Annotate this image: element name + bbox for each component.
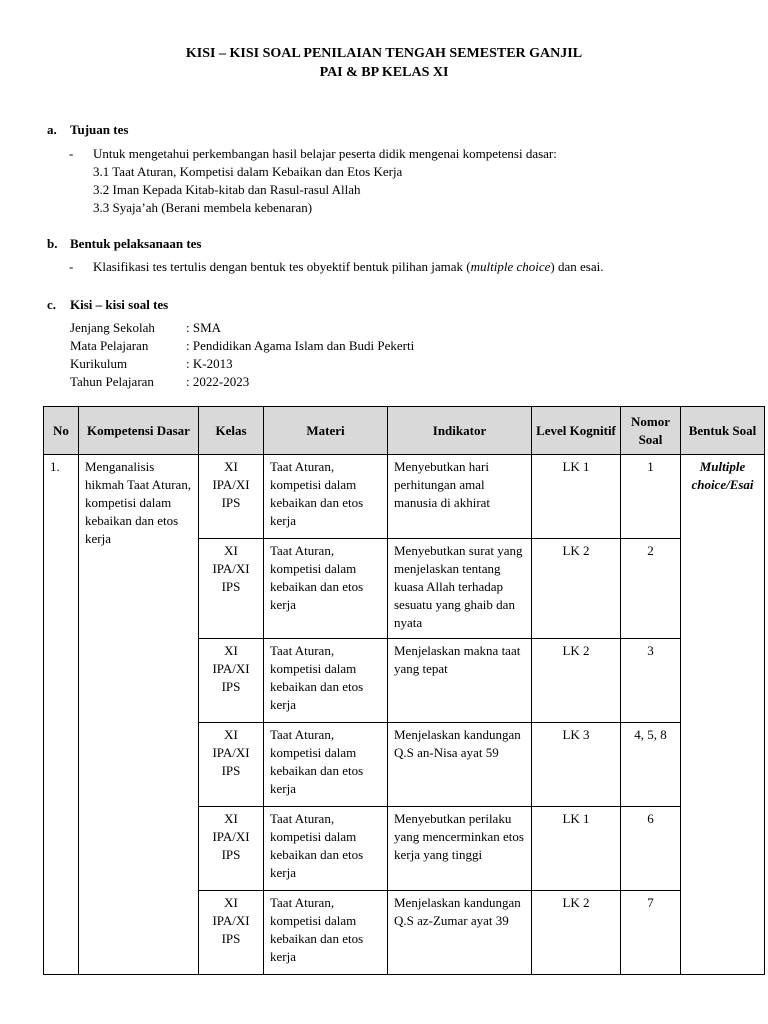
cell-indikator: Menjelaskan kandungan Q.S an-Nisa ayat 59 — [388, 723, 532, 807]
cell-kelas: XI IPA/XI IPS — [199, 891, 264, 975]
header-indikator: Indikator — [388, 407, 532, 455]
info-label: Jenjang Sekolah — [70, 320, 155, 335]
header-level-kognitif: Level Kognitif — [532, 407, 621, 455]
cell-materi: Taat Aturan, kompetisi dalam kebaikan dan etos kerja — [264, 891, 388, 975]
header-kelas: Kelas — [199, 407, 264, 455]
cell-materi: Taat Aturan, kompetisi dalam kebaikan dan etos kerja — [264, 807, 388, 891]
cell-level: LK 2 — [532, 891, 621, 975]
kd-item-1: 3.1 Taat Aturan, Kompetisi dalam Kebaikan dan Etos Kerja — [93, 164, 403, 179]
cell-level: LK 1 — [532, 807, 621, 891]
info-row-jenjang — [70, 319, 221, 337]
section-b-dash: - — [69, 259, 74, 274]
info-value: : K-2013 — [186, 356, 233, 371]
info-row-mapel — [70, 337, 414, 355]
kd-item-2: 3.2 Iman Kepada Kitab-kitab dan Rasul-rasul Allah — [93, 182, 361, 197]
cell-nomor: 2 — [621, 539, 681, 639]
cell-materi: Taat Aturan, kompetisi dalam kebaikan dan etos kerja — [264, 455, 388, 539]
section-b-title: Bentuk pelaksanaan tes — [70, 236, 202, 251]
section-b-heading — [47, 235, 201, 253]
cell-kelas: XI IPA/XI IPS — [199, 723, 264, 807]
section-c-heading — [47, 296, 168, 314]
cell-materi: Taat Aturan, kompetisi dalam kebaikan dan etos kerja — [264, 539, 388, 639]
section-b-text-before: Klasifikasi tes tertulis dengan bentuk tes obyektif bentuk pilihan jamak ( — [93, 259, 471, 274]
cell-level: LK 1 — [532, 455, 621, 539]
info-label: Tahun Pelajaran — [70, 374, 154, 389]
cell-materi: Taat Aturan, kompetisi dalam kebaikan dan etos kerja — [264, 723, 388, 807]
cell-nomor: 3 — [621, 639, 681, 723]
info-label: Mata Pelajaran — [70, 338, 149, 353]
cell-kelas: XI IPA/XI IPS — [199, 639, 264, 723]
section-a-title: Tujuan tes — [70, 122, 129, 137]
section-a-intro: Untuk mengetahui perkembangan hasil belajar peserta didik mengenai kompetensi dasar: — [93, 146, 557, 161]
section-b-text — [93, 258, 603, 276]
header-bentuk-soal: Bentuk Soal — [681, 407, 765, 455]
cell-bentuk-soal: Multiple choice/Esai — [681, 455, 765, 975]
cell-nomor: 4, 5, 8 — [621, 723, 681, 807]
section-b-text-italic: multiple choice — [470, 259, 551, 274]
cell-no: 1. — [44, 455, 79, 975]
kisi-kisi-table — [43, 406, 765, 975]
section-a-letter: a. — [47, 122, 57, 137]
cell-level: LK 2 — [532, 639, 621, 723]
section-a-dash: - — [69, 146, 74, 161]
kd-item-3: 3.3 Syaja’ah (Berani membela kebenaran) — [93, 200, 313, 215]
cell-indikator: Menyebutkan perilaku yang mencerminkan etos kerja yang tinggi — [388, 807, 532, 891]
cell-kompetensi-dasar: Menganalisis hikmah Taat Aturan, kompetisi dalam kebaikan dan etos kerja — [79, 455, 199, 975]
section-c-title: Kisi – kisi soal tes — [70, 297, 169, 312]
cell-nomor: 6 — [621, 807, 681, 891]
info-value: : Pendidikan Agama Islam dan Budi Pekerti — [186, 338, 415, 353]
section-a-heading — [47, 121, 128, 139]
section-b-letter: b. — [47, 236, 58, 251]
document-title-line1: KISI – KISI SOAL PENILAIAN TENGAH SEMESTER GANJIL — [185, 46, 583, 61]
cell-nomor: 1 — [621, 455, 681, 539]
document-title-line2: PAI & BP KELAS XI — [319, 65, 449, 80]
section-b-text-after: ) dan esai. — [550, 259, 604, 274]
cell-indikator: Menyebutkan hari perhitungan amal manusia di akhirat — [388, 455, 532, 539]
info-label: Kurikulum — [70, 356, 128, 371]
cell-nomor: 7 — [621, 891, 681, 975]
cell-level: LK 2 — [532, 539, 621, 639]
cell-kelas: XI IPA/XI IPS — [199, 807, 264, 891]
info-row-tahun — [70, 373, 249, 391]
cell-materi: Taat Aturan, kompetisi dalam kebaikan dan etos kerja — [264, 639, 388, 723]
cell-level: LK 3 — [532, 723, 621, 807]
cell-indikator: Menjelaskan makna taat yang tepat — [388, 639, 532, 723]
info-row-kurikulum — [70, 355, 233, 373]
table-row — [44, 455, 765, 539]
header-materi: Materi — [264, 407, 388, 455]
info-value: : SMA — [186, 320, 222, 335]
info-value: : 2022-2023 — [186, 374, 250, 389]
table-header-row — [44, 407, 765, 455]
header-no: No — [44, 407, 79, 455]
cell-indikator: Menjelaskan kandungan Q.S az-Zumar ayat 39 — [388, 891, 532, 975]
header-kompetensi-dasar: Kompetensi Dasar — [79, 407, 199, 455]
cell-indikator: Menyebutkan surat yang menjelaskan tentang kuasa Allah terhadap sesuatu yang ghaib dan nyata — [388, 539, 532, 639]
cell-kelas: XI IPA/XI IPS — [199, 455, 264, 539]
header-nomor-soal: Nomor Soal — [621, 407, 681, 455]
cell-kelas: XI IPA/XI IPS — [199, 539, 264, 639]
section-c-letter: c. — [47, 297, 57, 312]
